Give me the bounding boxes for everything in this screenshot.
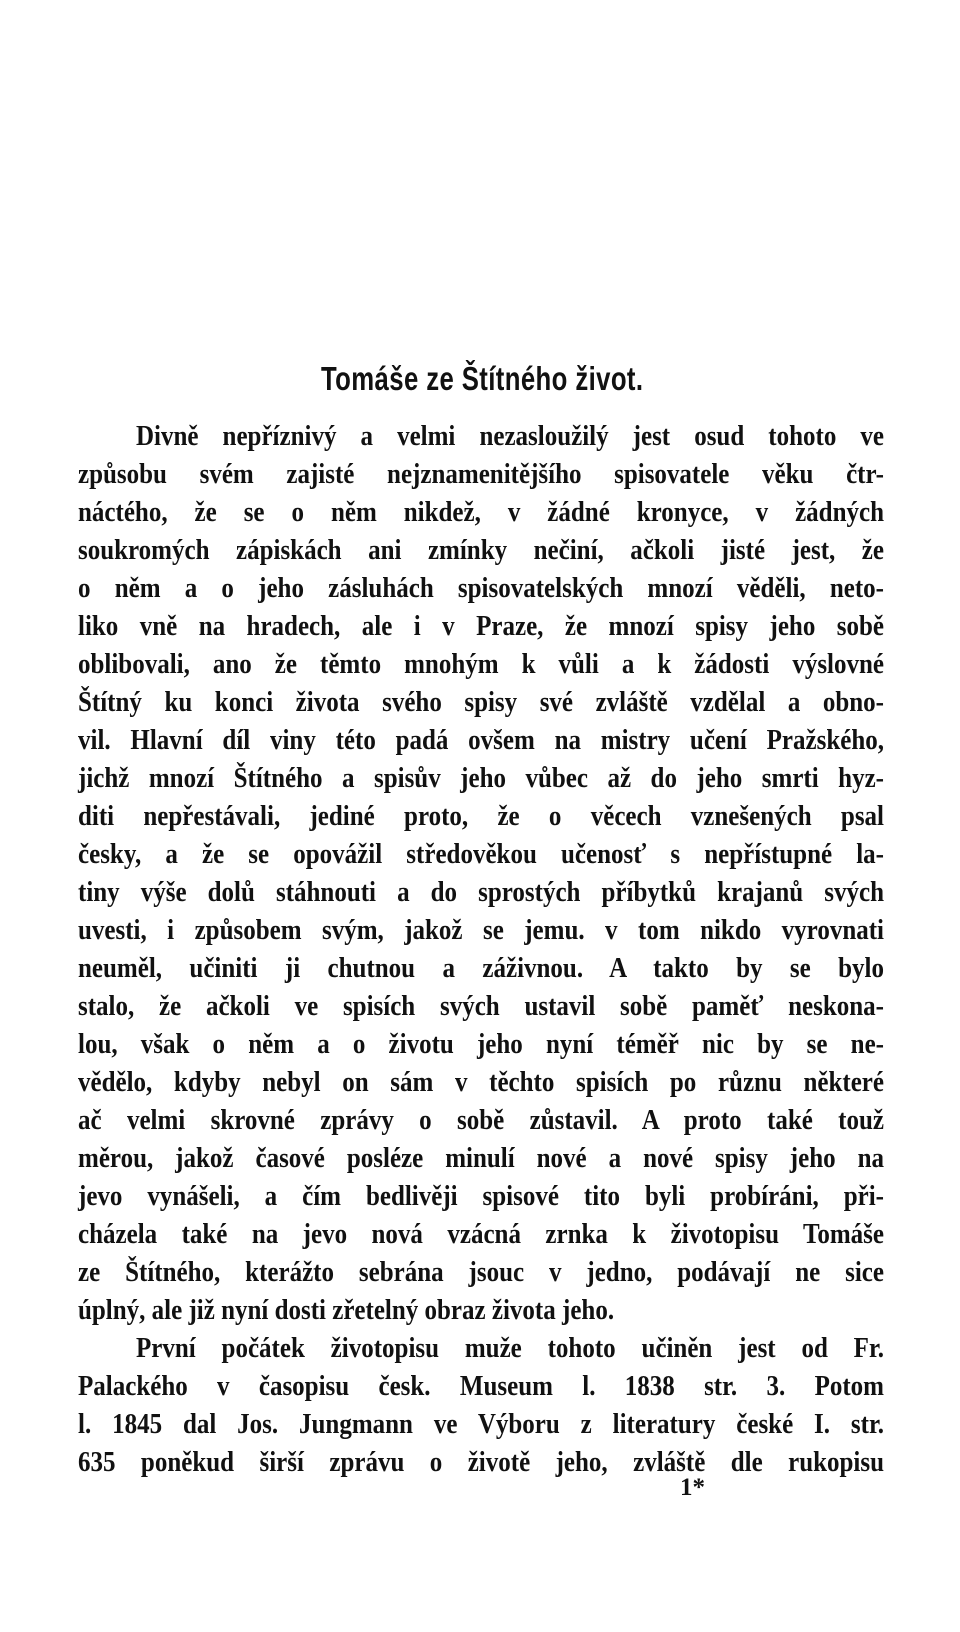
text-line: Palackého v časopisu česk. Museum l. 1838 str. 3. Potom [78, 1371, 884, 1402]
text-line: Štítný ku konci života svého spisy své zvláště vzdělal a obno- [78, 687, 884, 718]
text-line: jevo vynášeli, a čím bedlivěji spisové tito byli probíráni, při- [78, 1181, 884, 1212]
text-line: vil. Hlavní díl viny této padá ovšem na mistry učení Pražského, [78, 725, 884, 756]
text-line: neuměl, učiniti ji chutnou a záživnou. A takto by se bylo [78, 953, 884, 984]
text-line: uvesti, i způsobem svým, jakož se jemu. v tom nikdo vyrovnati [78, 915, 884, 946]
text-line: l. 1845 dal Jos. Jungmann ve Výboru z literatury české I. str. [78, 1409, 884, 1440]
text-line: tiny výše dolů stáhnouti a do sprostých příbytků krajanů svých [78, 877, 884, 908]
page-title: Tomáše ze Štítného život. [320, 360, 644, 397]
text-line: ač velmi skrovné zprávy o sobě zůstavil. A proto také touž [78, 1105, 884, 1136]
text-line: ze Štítného, kterážto sebrána jsouc v jedno, podávají ne sice [78, 1257, 884, 1288]
text-line: Divně nepříznivý a velmi nezasloužilý jest osud tohoto ve [136, 421, 884, 452]
text-line: měrou, jakož časové posléze minulí nové a nové spisy jeho na [78, 1143, 884, 1174]
text-line: oblibovali, ano že těmto mnohým k vůli a k žádosti výslovné [78, 649, 884, 680]
text-line: liko vně na hradech, ale i v Praze, že mnozí spisy jeho sobě [78, 611, 884, 642]
page-number: 1* [680, 1474, 705, 1501]
text-line: jichž mnozí Štítného a spisův jeho vůbec až do jeho smrti hyz- [78, 763, 884, 794]
text-line: stalo, že ačkoli ve spisích svých ustavil sobě paměť neskona- [78, 991, 884, 1022]
text-line: o něm a o jeho zásluhách spisovatelských mnozí věděli, neto- [78, 573, 884, 604]
text-line: vědělo, kdyby nebyl on sám v těchto spisích po různu některé [78, 1067, 884, 1098]
text-line: soukromých zápiskách ani zmínky nečiní, ačkoli jisté jest, že [78, 535, 884, 566]
text-line: lou, však o něm a o životu jeho nyní téměř nic by se ne- [78, 1029, 884, 1060]
text-line: diti nepřestávali, jediné proto, že o věcech vznešených psal [78, 801, 884, 832]
text-line: náctého, že se o něm nikdež, v žádné kronyce, v žádných [78, 497, 884, 528]
text-line: úplný, ale již nyní dosti zřetelný obraz života jeho. [78, 1295, 615, 1326]
text-line: První počátek životopisu muže tohoto učiněn jest od Fr. [136, 1333, 884, 1364]
text-line: česky, a že se opovážil středověkou učenosť s nepřístupné la- [78, 839, 884, 870]
text-line: způsobu svém zajisté nejznamenitějšího spisovatele věku čtr- [78, 459, 884, 490]
text-line: cházela také na jevo nová vzácná zrnka k životopisu Tomáše [78, 1219, 884, 1250]
body-text [78, 418, 884, 1482]
text-line: 635 poněkud širší zprávu o životě jeho, zvláště dle rukopisu [78, 1447, 884, 1478]
